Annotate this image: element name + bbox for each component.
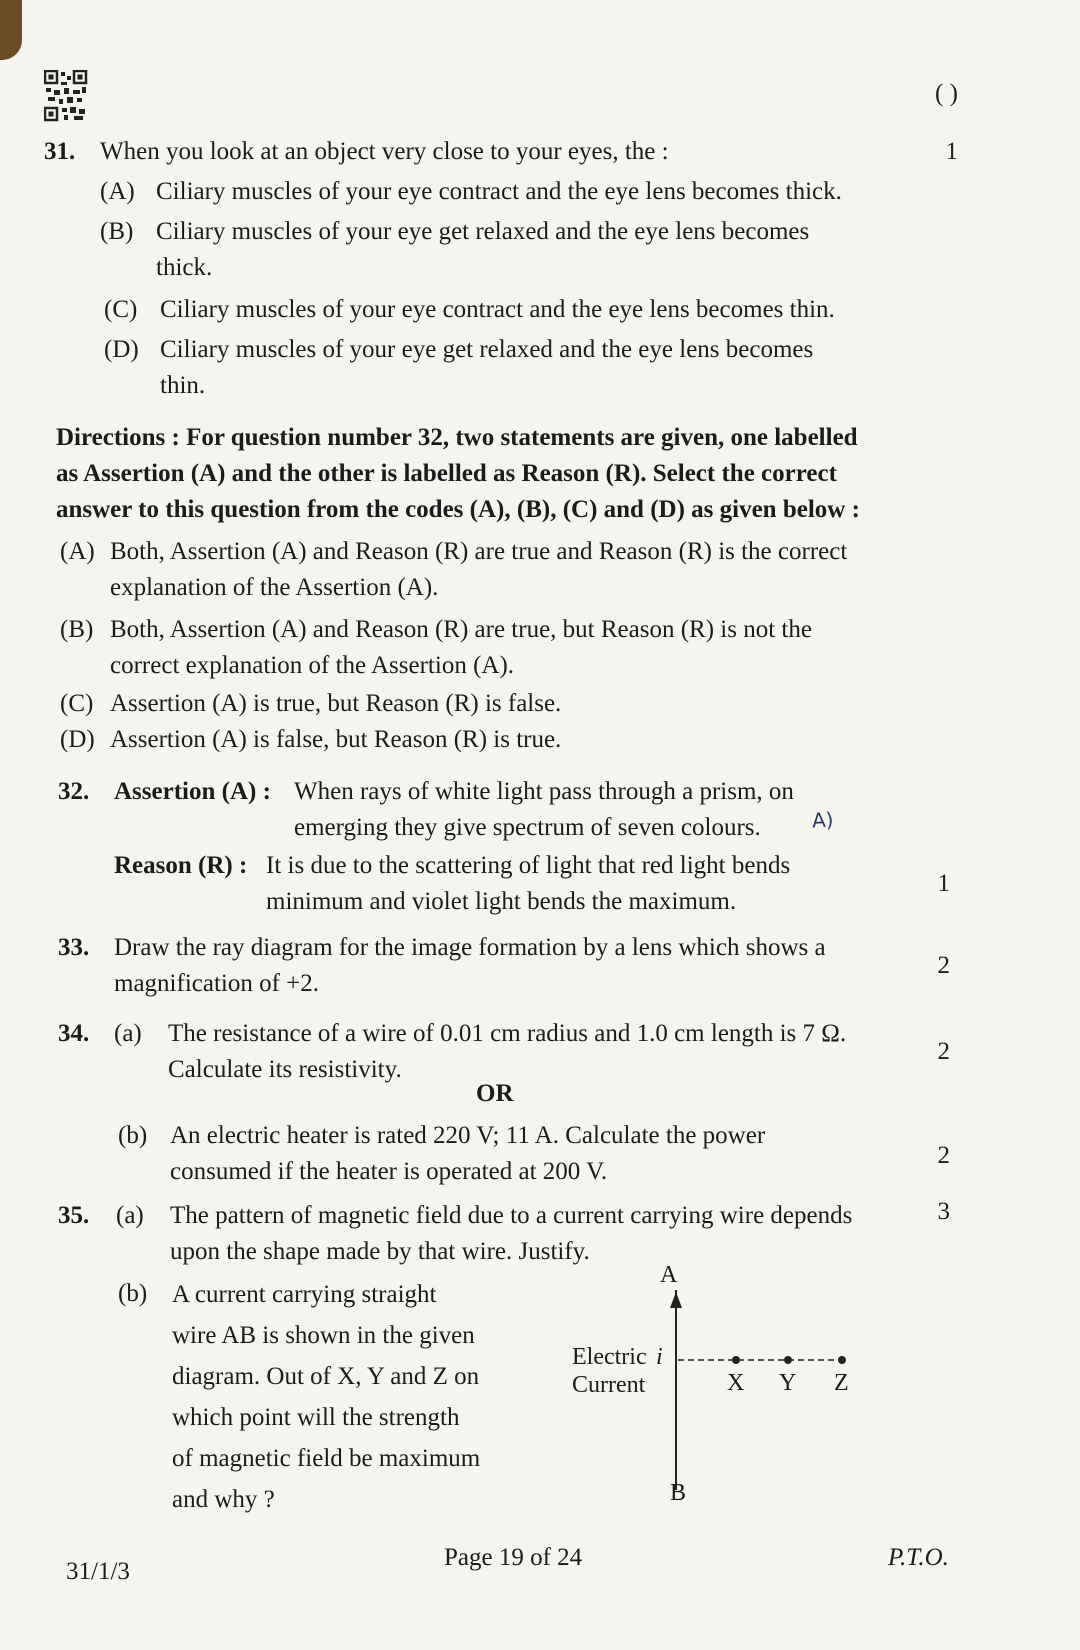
option-text-line2: explanation of the Assertion (A). xyxy=(110,574,439,601)
q35-b-line: of magnetic field be maximum xyxy=(172,1445,481,1472)
option-label: (C) xyxy=(60,690,94,717)
pto-label: P.T.O. xyxy=(888,1544,949,1571)
q34-b-label: (b) xyxy=(118,1122,148,1149)
q32-assertion-line1: When rays of white light pass through a prism, on xyxy=(294,778,794,805)
q35-b-line: A current carrying straight xyxy=(172,1281,437,1308)
option-text: Assertion (A) is true, but Reason (R) is false. xyxy=(110,690,562,717)
directions-option-d xyxy=(60,722,910,758)
point-x-dot xyxy=(732,1356,740,1364)
option-label: (D) xyxy=(60,726,95,753)
point-x-label: X xyxy=(727,1370,745,1396)
q31-marks: 1 xyxy=(945,138,958,165)
current-label: Current xyxy=(572,1372,646,1398)
q35-number: 35. xyxy=(58,1202,90,1229)
option-label: (A) xyxy=(60,538,95,565)
option-label: (A) xyxy=(100,178,135,205)
option-text-line1: Both, Assertion (A) and Reason (R) are true and Reason (R) is the correct xyxy=(110,538,848,565)
q34-b-line1: An electric heater is rated 220 V; 11 A. Calculate the power xyxy=(170,1122,766,1149)
option-label: (C) xyxy=(104,296,138,323)
qr-code-icon xyxy=(44,70,88,122)
option-text: Ciliary muscles of your eye contract and the eye lens becomes thick. xyxy=(156,178,842,205)
q35-a-line1: The pattern of magnetic field due to a current carrying wire depends xyxy=(170,1202,853,1229)
q32-number: 32. xyxy=(58,778,90,805)
option-text: Assertion (A) is false, but Reason (R) is true. xyxy=(110,726,562,753)
option-text: Ciliary muscles of your eye contract and the eye lens becomes thin. xyxy=(160,296,835,323)
option-text-line1: Ciliary muscles of your eye get relaxed and the eye lens becomes xyxy=(156,218,810,245)
q32-assertion-label: Assertion (A) : xyxy=(114,778,271,805)
page-corner-shadow xyxy=(0,0,22,60)
q35-b-text xyxy=(172,1274,480,1520)
current-arrow-icon xyxy=(670,1292,682,1308)
directions-line3: answer to this question from the codes (A), (B), (C) and (D) as given below : xyxy=(56,496,860,523)
q31-option-b xyxy=(100,214,900,286)
q31-option-c xyxy=(104,292,904,328)
q35-b-label: (b) xyxy=(118,1280,148,1307)
page-number: Page 19 of 24 xyxy=(444,1544,583,1571)
wire-label-b: B xyxy=(670,1480,687,1506)
q33-marks: 2 xyxy=(937,952,950,979)
directions-line2: as Assertion (A) and the other is labelled as Reason (R). Select the correct xyxy=(56,460,837,487)
answer-bracket: ( ) xyxy=(935,80,958,107)
current-symbol: i xyxy=(656,1344,663,1370)
q34-b-marks: 2 xyxy=(937,1142,950,1169)
q31-option-a xyxy=(100,174,900,210)
option-text-line1: Both, Assertion (A) and Reason (R) are true, but Reason (R) is not the xyxy=(110,616,812,643)
q35-b-line: and why ? xyxy=(172,1486,275,1513)
option-label: (B) xyxy=(60,616,94,643)
q35-b-line: wire AB is shown in the given xyxy=(172,1322,475,1349)
wire-label-a: A xyxy=(660,1262,678,1288)
q32-assertion-line2: emerging they give spectrum of seven colours. xyxy=(294,814,761,841)
q35-a-label: (a) xyxy=(116,1202,144,1229)
q35-b-line: diagram. Out of X, Y and Z on xyxy=(172,1363,480,1390)
option-label: (B) xyxy=(100,218,134,245)
point-z-label: Z xyxy=(834,1370,849,1396)
q32-marks: 1 xyxy=(937,870,950,897)
q31-number: 31. xyxy=(44,138,76,165)
q35-a-line2: upon the shape made by that wire. Justify. xyxy=(170,1238,590,1265)
option-label: (D) xyxy=(104,336,139,363)
directions-option-a xyxy=(60,534,910,606)
q34-a-label: (a) xyxy=(114,1020,142,1047)
point-z-dot xyxy=(838,1356,846,1364)
directions-option-c xyxy=(60,686,910,722)
option-text-line2: thick. xyxy=(156,254,213,281)
paper-code: 31/1/3 xyxy=(66,1558,130,1585)
point-y-dot xyxy=(784,1356,792,1364)
q31-stem: When you look at an object very close to your eyes, the : xyxy=(100,138,669,165)
option-text-line1: Ciliary muscles of your eye get relaxed and the eye lens becomes xyxy=(160,336,814,363)
q35-b-line: which point will the strength xyxy=(172,1404,460,1431)
point-y-label: Y xyxy=(779,1370,797,1396)
q33-line1: Draw the ray diagram for the image formation by a lens which shows a xyxy=(114,934,826,961)
electric-label: Electric xyxy=(572,1344,647,1370)
directions-option-b xyxy=(60,612,910,684)
q34-a-line1: The resistance of a wire of 0.01 cm radius and 1.0 cm length is 7 Ω. xyxy=(168,1020,847,1047)
option-text-line2: correct explanation of the Assertion (A). xyxy=(110,652,515,679)
or-separator: OR xyxy=(476,1080,514,1107)
q32-reason-line1: It is due to the scattering of light that red light bends xyxy=(266,852,791,879)
directions-line1: Directions : For question number 32, two statements are given, one labelled xyxy=(56,424,858,451)
q34-number: 34. xyxy=(58,1020,90,1047)
q35-marks: 3 xyxy=(937,1198,950,1225)
handwritten-answer: A) xyxy=(811,807,835,833)
q34-a-marks: 2 xyxy=(937,1038,950,1065)
q32-reason-label: Reason (R) : xyxy=(114,852,248,879)
option-text-line2: thin. xyxy=(160,372,206,399)
q33-line2: magnification of +2. xyxy=(114,970,320,997)
q33-number: 33. xyxy=(58,934,90,961)
q34-a-line2: Calculate its resistivity. xyxy=(168,1056,402,1083)
q32-reason-line2: minimum and violet light bends the maximum. xyxy=(266,888,737,915)
q34-b-line2: consumed if the heater is operated at 200 V. xyxy=(170,1158,608,1185)
q31-option-d xyxy=(104,332,904,404)
